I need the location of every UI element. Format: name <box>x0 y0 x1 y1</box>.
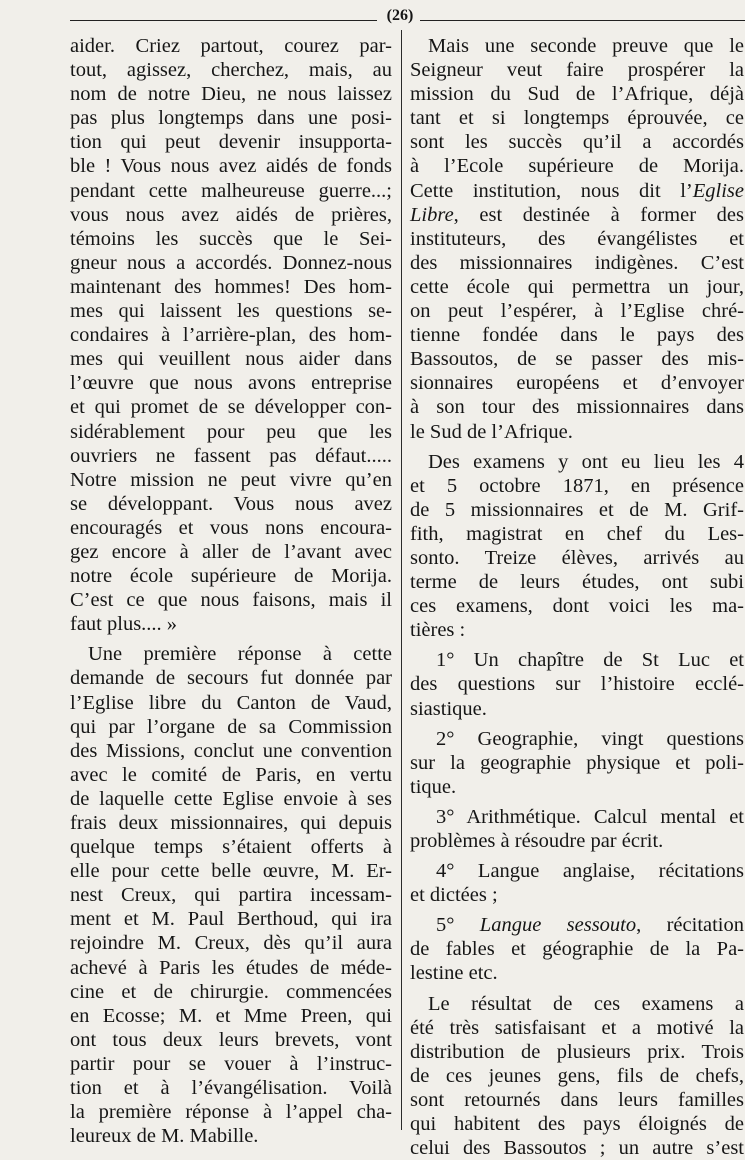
text-line: ces examens, dont voici les ma- <box>410 595 744 618</box>
text-line: maintenant des hommes! Des hom- <box>70 275 392 298</box>
text-line: et 5 octobre 1871, en présence <box>410 474 744 497</box>
text-line: tout, agissez, cherchez, mais, au <box>70 59 392 82</box>
text-line: mes qui laissent les questions se- <box>70 300 392 323</box>
text-line: nest Creux, qui partira incessam- <box>70 884 392 907</box>
header-rule-left <box>70 20 377 21</box>
text-line: celui des Bassoutos ; un autre s’est <box>410 1137 744 1160</box>
text-line: et dictées ; <box>410 884 498 907</box>
text-line: terme de leurs études, ont subi <box>410 571 744 594</box>
text-line: qui par l’organe de sa Commission <box>70 715 392 738</box>
text-line: qui habitent des pays éloignés de <box>410 1113 744 1136</box>
text-line: partir pour se vouer à l’instruc- <box>70 1052 392 1075</box>
text-line: Cette institution, nous dit l’Eglise <box>410 179 744 202</box>
text-line: le Sud de l’Afrique. <box>410 420 573 443</box>
text-line: 3° Arithmétique. Calcul mental et <box>436 805 744 828</box>
text-line: demande de secours fut donnée par <box>70 667 392 690</box>
text-line: lestine etc. <box>410 962 498 985</box>
text-line: pendant cette malheureuse guerre...; <box>70 179 392 202</box>
text-line: des Missions, conclut une convention <box>70 739 392 762</box>
text-line: ont tous deux leurs brevets, vont <box>70 1028 392 1051</box>
text-line: faut plus.... » <box>70 613 178 636</box>
text-line: distribution de plusieurs prix. Trois <box>410 1040 744 1063</box>
text-line: tières : <box>410 619 466 642</box>
text-line: 2° Geographie, vingt questions <box>436 727 744 750</box>
text-line: Bassoutos, de se passer des mis- <box>410 348 744 371</box>
text-line: instituteurs, des évangélistes et <box>410 227 744 250</box>
column-divider <box>401 30 402 1130</box>
text-line: avec le comité de Paris, en vertu <box>70 763 392 786</box>
text-line: Des examens y ont eu lieu les 4 <box>428 450 744 473</box>
text-line: mission du Sud de l’Afrique, déjà <box>410 83 744 106</box>
text-line: quelque temps s’étaient offerts à <box>70 836 392 859</box>
text-line: pas plus longtemps dans une posi- <box>70 107 392 130</box>
text-line: gneur nous a accordés. Donnez-nous <box>70 251 392 274</box>
text-line: leureux de M. Mabille. <box>70 1125 259 1148</box>
text-line: Libre, est destinée à former des <box>410 203 744 226</box>
text-line: sur la geographie physique et poli- <box>410 751 744 774</box>
text-line: de 5 missionnaires et de M. Grif- <box>410 498 744 521</box>
text-line: sont les succès qu’il a accordés <box>410 131 744 154</box>
text-line: en Ecosse; M. et Mme Preen, qui <box>70 1004 392 1027</box>
text-line: tion qui peut devenir insupporta- <box>70 131 392 154</box>
text-line: été très satisfaisant et a motivé la <box>410 1016 744 1039</box>
left-column <box>70 34 392 1148</box>
text-line: de fables et géographie de la Pa- <box>410 938 744 961</box>
text-line: Mais une seconde preuve que le <box>428 35 744 57</box>
text-line: 4° Langue anglaise, récitations <box>436 860 744 883</box>
text-line: sonto. Treize élèves, arrivés au <box>410 546 744 569</box>
text-line: à son tour des missionnaires dans <box>410 396 744 419</box>
text-line: notre école supérieure de Morija. <box>70 565 392 588</box>
text-line: ouvriers ne fassent pas défaut..... <box>70 444 392 467</box>
text-line: 5° Langue sessouto, récitation <box>436 914 744 937</box>
text-line: gez encore à aller de l’avant avec <box>70 540 392 563</box>
text-line: nom de notre Dieu, ne nous laissez <box>70 83 392 106</box>
text-line: mes qui veuillent nous aider dans <box>70 348 392 371</box>
text-line: de ces jeunes gens, fils de chefs, <box>410 1064 744 1087</box>
text-line: problèmes à résoudre par écrit. <box>410 830 664 852</box>
header-rule-right <box>420 20 745 21</box>
text-line: 1° Un chapître de St Luc et <box>436 649 744 672</box>
text-line: C’est ce que nous faisons, mais il <box>70 589 392 612</box>
text-line: l’Eglise libre du Canton de Vaud, <box>70 691 392 714</box>
text-line: rejoindre M. Creux, dès qu’il aura <box>70 932 392 955</box>
text-line: on peut l’espérer, à l’Eglise chré- <box>410 300 744 323</box>
text-line: condaires à l’arrière-plan, des hom- <box>70 324 392 347</box>
text-line: cine et de chirurgie. commencées <box>70 980 392 1003</box>
text-line: tant et si longtemps éprouvée, ce <box>410 107 744 130</box>
text-line: achevé à Paris les études de méde- <box>70 956 392 979</box>
text-line: la première réponse à l’appel cha- <box>70 1101 392 1124</box>
text-line: se développant. Vous nous avez <box>70 492 392 515</box>
text-line: frais deux missionnaires, qui depuis <box>70 812 392 834</box>
text-line: tique. <box>410 775 457 798</box>
text-line: sionnaires européens et d’envoyer <box>410 372 744 395</box>
text-line: et qui promet de se développer con- <box>70 396 392 419</box>
page-number: (26) <box>386 7 414 24</box>
text-line: vous nous avez aidés de prières, <box>70 203 392 226</box>
text-line: témoins les succès que le Sei- <box>70 227 392 250</box>
text-line: ble ! Vous nous avez aidés de fonds <box>70 155 392 178</box>
text-line: à l’Ecole supérieure de Morija. <box>410 155 744 178</box>
text-line: aider. Criez partout, courez par- <box>70 35 392 57</box>
text-line: ment et M. Paul Berthoud, qui ira <box>70 908 392 931</box>
right-column <box>410 34 744 1160</box>
text-line: Seigneur veut faire prospérer la <box>410 59 744 82</box>
text-line: de laquelle cette Eglise envoie à ses <box>70 787 392 810</box>
text-line: sidérablement pour peu que les <box>70 420 392 443</box>
text-line: Notre mission ne peut vivre qu’en <box>70 468 392 491</box>
text-line: siastique. <box>410 697 487 720</box>
text-line: fith, magistrat en chef du Les- <box>410 522 744 545</box>
text-line: des questions sur l’histoire ecclé- <box>410 673 744 696</box>
text-line: encouragés et vous nons encoura- <box>70 516 392 539</box>
text-line: tion et à l’évangélisation. Voilà <box>70 1077 392 1100</box>
text-line: Le résultat de ces examens a <box>428 992 744 1015</box>
text-line: tienne fondée dans le pays des <box>410 324 744 347</box>
text-line: l’œuvre que nous avons entreprise <box>70 372 392 395</box>
text-line: Une première réponse à cette <box>88 643 392 666</box>
text-line: sont retournés dans leurs familles <box>410 1088 744 1111</box>
text-line: elle pour cette belle œuvre, M. Er- <box>70 860 392 883</box>
text-line: des missionnaires indigènes. C’est <box>410 251 744 274</box>
text-line: cette école qui permettra un jour, <box>410 275 744 298</box>
